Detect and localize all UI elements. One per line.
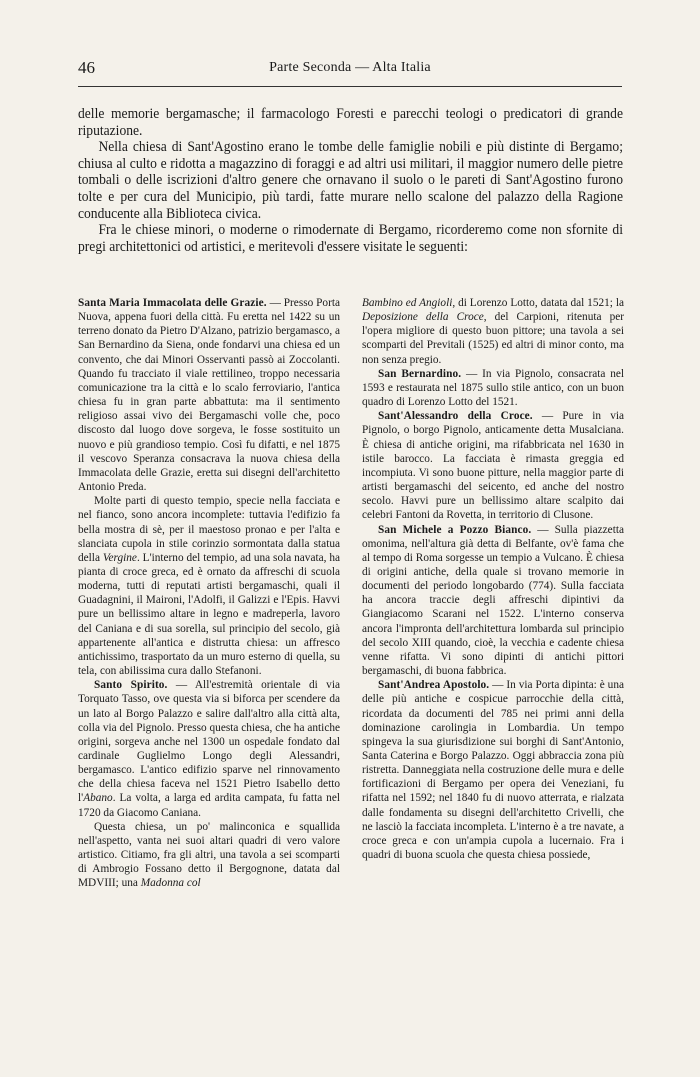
text-run: , di Lorenzo Lotto, datata dal 1521; la bbox=[452, 297, 624, 309]
entry-santo-spirito bbox=[78, 678, 340, 820]
entry-san-michele bbox=[362, 523, 624, 679]
entry-text: — In via Pignolo, consacrata nel 1593 e restaurata nel 1875 sullo stile antico, con un buon quadro di Lorenzo Lotto del 1521. bbox=[362, 367, 624, 409]
entry-san-bernardino bbox=[362, 367, 624, 409]
entry-title: San Michele a Pozzo Bianco. bbox=[378, 523, 532, 536]
entry-title: Santo Spirito. bbox=[94, 679, 168, 692]
text-run: Molte parti di questo tempio, specie nella facciata e nel fianco, sono ancora incomplete: tuttavia l'edifizio fa bella mostra di sè, per il maestoso pronao e per l'alta e slanciata cupola in stile corinzio sormontata dalla statua della bbox=[78, 495, 340, 564]
running-head: Parte Seconda — Alta Italia bbox=[269, 60, 431, 75]
header-rule bbox=[78, 86, 622, 87]
entry-title: Sant'Alessandro della Croce. bbox=[378, 410, 533, 423]
italic-run: Deposizione della Croce bbox=[362, 311, 484, 324]
entry-title: Santa Maria Immacolata delle Grazie. bbox=[78, 297, 267, 309]
intro-text bbox=[78, 106, 623, 255]
italic-run: Madonna col bbox=[140, 877, 201, 890]
text-run: Questa chiesa, un po' malinconica e squallida nell'aspetto, vanta nei suoi altari quadri di vero valore artistico. Citiamo, fra gli altri, una tavola a sei scomparti di Ambrogio Fossano detto il Bergognone, datata dal MDVIII; una bbox=[78, 820, 340, 890]
paragraph bbox=[78, 820, 340, 891]
entry-text: . La volta, a larga ed ardita campata, fu fatta nel 1720 da Giacomo Caniana. bbox=[78, 792, 340, 819]
right-column bbox=[362, 296, 624, 1036]
intro-paragraph: Fra le chiese minori, o moderne o rimodernate di Bergamo, ricorderemo come non sfornite di pregi architettonici od artistici, e meritevoli d'essere visitate le seguenti: bbox=[78, 222, 623, 255]
italic-run: Vergine bbox=[102, 551, 137, 564]
left-column bbox=[78, 296, 340, 1036]
entry-text: — Pure in via Pignolo, o borgo Pignolo, anticamente detta Musalciana. È chiesa di antiche origini, ma rifabbricata nel 1630 in istile barocco. La facciata è rimasta greggia ed incompiuta. Vi sono buone pitture, nella maggior parte di artisti bergamaschi del seicento, ed anche del nostro secolo. Havvi pure un bellissimo altare scalpito dai celebri Fantoni da Rovetta, in territorio di Clusone. bbox=[362, 410, 624, 522]
entry-text: — Sulla piazzetta omonima, nell'altura già detta di Belfante, ov'è fama che al tempo di Roma sorgesse un tempio a Vulcano. È chiesa di origini antiche, della quale si trovano memorie in documenti del periodo longobardo (774). Sulla facciata ha ancora traccie degli affreschi dipintivi da Giangiacomo Scarani nel 1522. L'interno conserva ancora l'impronta dell'architettura lombarda sul principio del secolo XIII quando, cioè, la vecchia e cadente chiesa venne rifatta. Vi sono dipinti di antichi pittori bergamaschi, di buona fabbrica. bbox=[362, 523, 624, 678]
page-header bbox=[78, 58, 622, 80]
entry-sant-andrea bbox=[362, 678, 624, 862]
two-column-body bbox=[78, 296, 624, 1036]
entry-text: — In via Porta dipinta: è una delle più antiche e cospicue parrocchie della città, ricordata da documenti del 785 nei primi anni della dominazione carolingia in Lombardia. Un tempo spingeva la sua giurisdizione sui borghi di Sant'Antonio, Santa Caterina e Borgo Palazzo. Oggi abbraccia zona più ristretta. Danneggiata nella costruzione delle mura e delle fortificazioni di Bergamo per opera dei Veneziani, fu rifatta nel 1592; nel 1840 fu di nuovo atterrata, e rialzata dalle fondamenta su disegni dell'architetto Crivelli, che ne lasciò la facciata incompleta. L'interno è a tre navate, a croce greca e con un'ampia cupola a lucernaio. Fra i quadri di buona scuola che questa chiesa possiede, bbox=[362, 679, 624, 862]
italic-run: Bambino ed Angioli bbox=[362, 297, 453, 309]
italic-run: Abano bbox=[83, 792, 113, 805]
paragraph-continuation bbox=[362, 296, 624, 367]
entry-title: Sant'Andrea Apostolo. bbox=[378, 679, 490, 692]
entry-text: — All'estremità orientale di via Torquato Tasso, ove questa via si biforca per scendere da un lato al Borgo Palazzo e salire dall'altro alla città alta, colla via del Pignolo. Presso questa chiesa, che ha antiche origini, sorgeva anche nel 1300 un ospedale fondato dal cardinale Guglielmo Longo degli Alessandri, bergamasco. L'antico edifizio sparve nel rinnovamento che della chiesa faceva nel 1521 Pietro Isabello detto l' bbox=[78, 679, 340, 805]
intro-paragraph: Nella chiesa di Sant'Agostino erano le tombe delle famiglie nobili e più distinte di Bergamo; chiusa al culto e ridotta a magazzino di foraggi e ad altri usi militari, il maggior numero delle pietre tombali o delle iscrizioni d'altro genere che ornavano il suolo o le pareti di Sant'Agostino furono tolte e per cura del Municipio, più tardi, fatte murare nello scalone del palazzo della Ragione conducente alla Biblioteca civica. bbox=[78, 139, 623, 222]
intro-paragraph: delle memorie bergamasche; il farmacologo Foresti e parecchi teologi o predicatori di grande riputazione. bbox=[78, 106, 623, 139]
entry-sant-alessandro bbox=[362, 409, 624, 522]
paragraph bbox=[78, 494, 340, 678]
text-run: , del Carpioni, ritenuta per l'opera migliore di questo buon pittore; una tavola a sei scomparti del Previtali (1525) ed altri di minor conto, ma non senza pregio. bbox=[362, 311, 624, 366]
entry-title: San Bernardino. bbox=[378, 367, 462, 380]
text-run: . L'interno del tempio, ad una sola navata, ha pianta di croce greca, ed è ornato da affreschi di scuola moderna, tutti di reputati artisti bergamaschi, quali il Guadagnini, il Maironi, l'Adolfi, il Galizzi e l'Epis. Havvi pure un bellissimo altare in legno e madreperla, lavoro del Caniana e di sua sorella, sul principio del secolo, già appartenente all'antica e distrutta chiesa: un affresco antichissimo, trasportato da un muro esterno di quella, su tela, con abilissima cura dallo Stefanoni. bbox=[78, 551, 340, 678]
page-number: 46 bbox=[78, 58, 95, 77]
entry-santa-maria-immacolata bbox=[78, 296, 340, 494]
entry-text: — Presso Porta Nuova, appena fuori della città. Fu eretta nel 1422 su un terreno donato da Pietro D'Alzano, patrizio bergamasco, a San Bernardino da Siena, onde fondarvi una chiesa ed un convento, che dai Minori Osservanti passò ai Zoccolanti. Quando fu tracciato il viale rettilineo, troppo necessaria comunicazione tra la città e lo scalo ferroviario, l'antica chiesa fu in gran parte abbattuta: ma il sentimento religioso assai vivo dei Bergamaschi volle che, poco discosto dal luogo dove sorgeva, le fosse sostituito un nuovo e più grandioso tempio. Così fu difatti, e nel 1875 il vescovo Speranza consacrava la nuova chiesa della Immacolata delle Grazie, eretta sui disegni dell'architetto Antonio Preda. bbox=[78, 297, 340, 494]
